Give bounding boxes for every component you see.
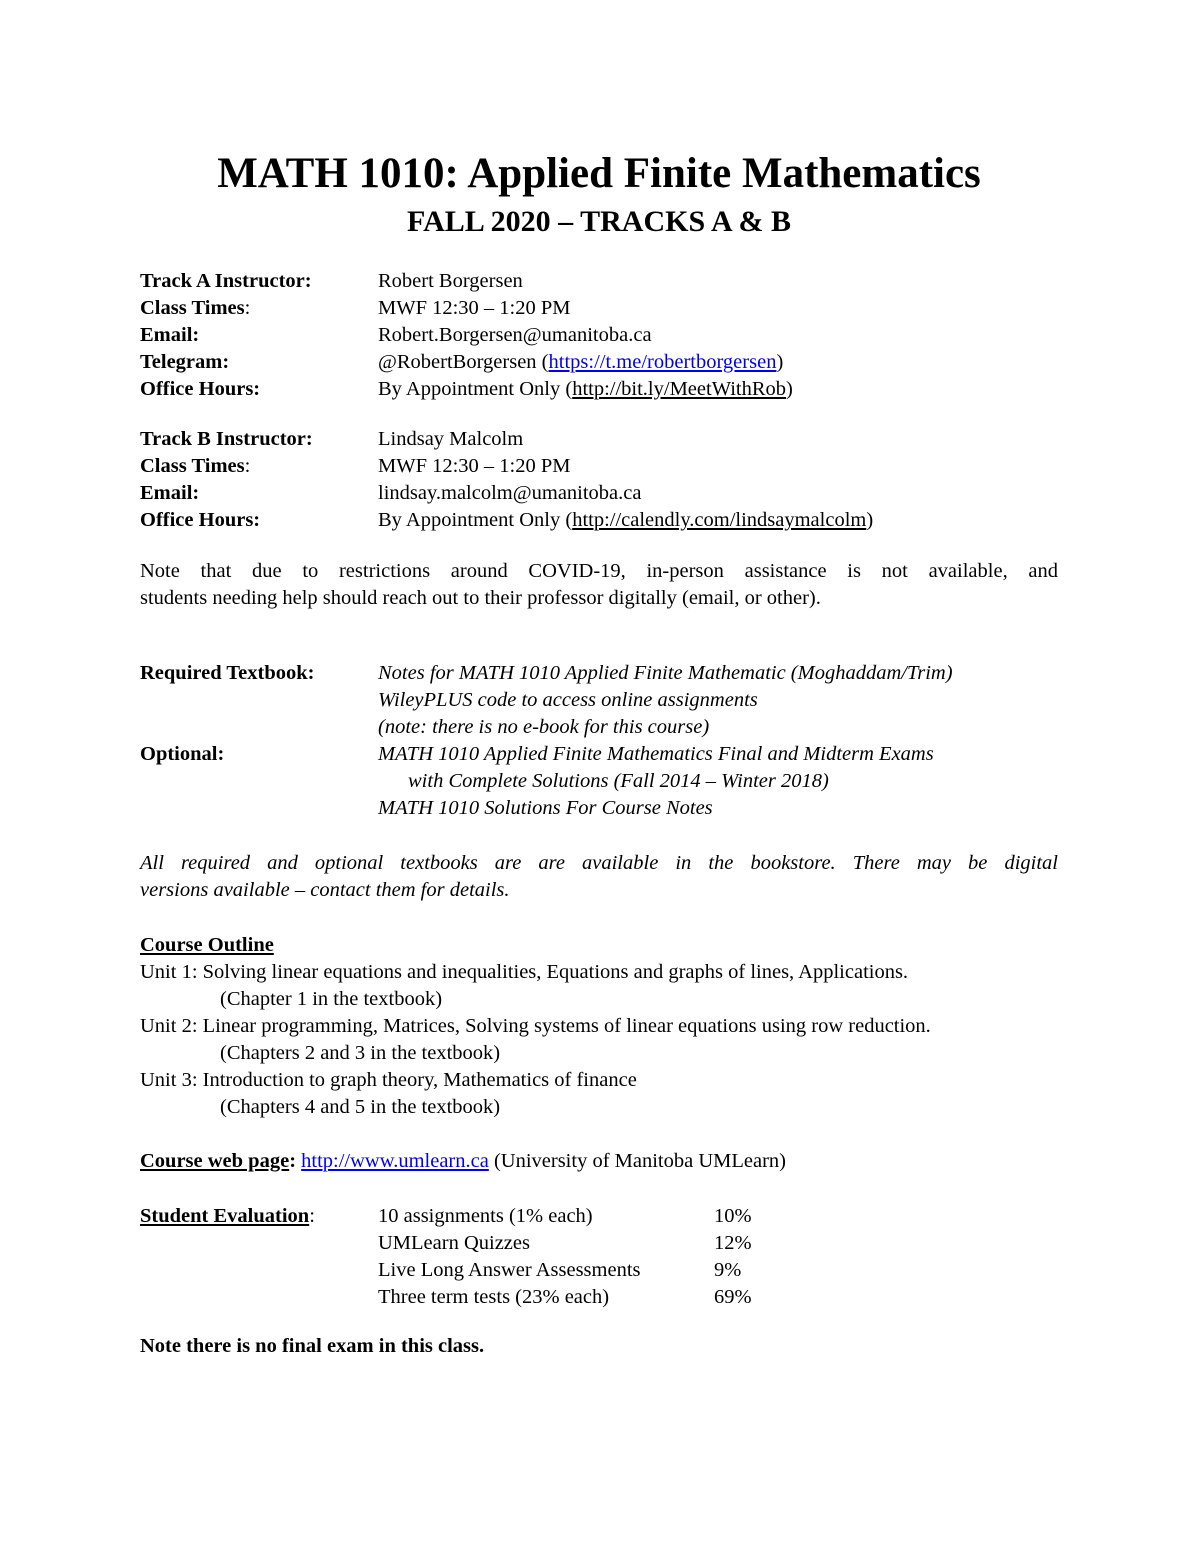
textbooks-section (140, 660, 1058, 822)
unit-2-chapters: (Chapters 2 and 3 in the textbook) (220, 1042, 501, 1064)
bookstore-note-line-1: All required and optional textbooks are are available in the bookstore. There may be digital (140, 852, 1058, 874)
field-label: Track B Instructor: (140, 428, 313, 450)
meet-with-rob-link[interactable]: http://bit.ly/MeetWithRob (572, 378, 787, 400)
track-a-instructor: Robert Borgersen (378, 270, 523, 292)
optional-textbook-2: MATH 1010 Solutions For Course Notes (378, 797, 713, 819)
spacer (140, 1284, 378, 1311)
spacer (140, 1257, 378, 1284)
evaluation-percent: 12% (714, 1232, 752, 1254)
optional-textbook-row (140, 741, 1058, 768)
unit-3-chapters: (Chapters 4 and 5 in the textbook) (220, 1096, 501, 1118)
track-a-class-times: MWF 12:30 – 1:20 PM (378, 297, 571, 319)
track-b-email-row (140, 480, 1058, 507)
student-evaluation-label: Student Evaluation (140, 1205, 310, 1227)
course-web-page-label: Course web page (140, 1150, 290, 1172)
track-b-office-hours: By Appointment Only (http://calendly.com/lindsaymalcolm) (378, 509, 874, 531)
unit-1-title: Unit 1: Solving linear equations and inequalities, Equations and graphs of lines, Applications. (140, 961, 909, 983)
track-a-telegram-row (140, 349, 1058, 376)
evaluation-row (140, 1230, 1058, 1257)
telegram-link[interactable]: https://t.me/robertborgersen (548, 351, 777, 373)
unit-2-title: Unit 2: Linear programming, Matrices, Solving systems of linear equations using row reduction. (140, 1015, 931, 1037)
page-subtitle: FALL 2020 – TRACKS A & B (407, 205, 791, 238)
covid-note-line-1: Note that due to restrictions around COVID-19, in-person assistance is not available, and (140, 560, 1058, 582)
covid-note-line-2: students needing help should reach out to their professor digitally (email, or other). (140, 587, 821, 609)
track-b-class-times-row (140, 453, 1058, 480)
required-textbook-2: WileyPLUS code to access online assignments (378, 689, 758, 711)
course-outline (140, 932, 1058, 1121)
course-outline-heading: Course Outline (140, 934, 274, 956)
spacer (140, 1230, 378, 1257)
final-exam-note-text: Note there is no final exam in this class. (140, 1335, 485, 1357)
evaluation-row (140, 1284, 1058, 1311)
spacer (140, 687, 378, 714)
colon: : (289, 1150, 297, 1172)
required-textbook-row (140, 660, 1058, 687)
course-web-page-desc: (University of Manitoba UMLearn) (488, 1150, 786, 1172)
field-label: Track A Instructor: (140, 270, 312, 292)
required-textbook-1: Notes for MATH 1010 Applied Finite Mathematic (Moghaddam/Trim) (378, 662, 953, 684)
track-a-office-hours: By Appointment Only (http://bit.ly/MeetWithRob) (378, 378, 793, 400)
umlearn-link[interactable]: http://www.umlearn.ca (301, 1150, 489, 1172)
track-b-instructor: Lindsay Malcolm (378, 428, 524, 450)
track-b-office-hours-row (140, 507, 1058, 534)
track-b-info (140, 426, 1058, 534)
track-a-class-times-row (140, 295, 1058, 322)
required-textbook-row (140, 687, 1058, 714)
final-exam-note (140, 1333, 1058, 1360)
track-a-office-hours-row (140, 376, 1058, 403)
track-a-email-row (140, 322, 1058, 349)
spacer (140, 795, 378, 822)
track-a-instructor-row (140, 268, 1058, 295)
field-label: Class Times: (140, 455, 251, 477)
covid-note (140, 558, 1058, 612)
optional-textbook-row (140, 795, 1058, 822)
required-textbook-row (140, 714, 1058, 741)
optional-textbook-1: MATH 1010 Applied Finite Mathematics Final and Midterm Exams (378, 743, 934, 765)
track-a-info (140, 268, 1058, 403)
optional-textbook-label: Optional: (140, 743, 225, 765)
calendly-link[interactable]: http://calendly.com/lindsaymalcolm (572, 509, 867, 531)
spacer (140, 714, 378, 741)
course-web-page-line (140, 1148, 1058, 1175)
track-a-email: Robert.Borgersen@umanitoba.ca (378, 324, 652, 346)
evaluation-row (140, 1257, 1058, 1284)
field-label: Class Times: (140, 297, 251, 319)
evaluation-item: Live Long Answer Assessments (378, 1259, 641, 1281)
required-textbook-label: Required Textbook: (140, 662, 315, 684)
student-evaluation (140, 1203, 1058, 1311)
bookstore-note-line-2: versions available – contact them for details. (140, 879, 510, 901)
field-label: Office Hours: (140, 509, 261, 531)
required-textbook-note: (note: there is no e-book for this course) (378, 716, 710, 738)
evaluation-percent: 69% (714, 1286, 752, 1308)
unit-1-chapters: (Chapter 1 in the textbook) (220, 988, 443, 1010)
bookstore-note (140, 850, 1058, 904)
field-label: Telegram: (140, 351, 230, 373)
page-title: MATH 1010: Applied Finite Mathematics (217, 150, 981, 197)
evaluation-row (140, 1203, 1058, 1230)
field-label: Email: (140, 324, 200, 346)
evaluation-item: 10 assignments (1% each) (378, 1205, 593, 1227)
unit-3-title: Unit 3: Introduction to graph theory, Mathematics of finance (140, 1069, 637, 1091)
track-a-telegram: @RobertBorgersen (https://t.me/robertborgersen) (378, 351, 784, 373)
field-label: Office Hours: (140, 378, 261, 400)
evaluation-item: UMLearn Quizzes (378, 1232, 530, 1254)
track-b-class-times: MWF 12:30 – 1:20 PM (378, 455, 571, 477)
optional-textbook-1-cont: with Complete Solutions (Fall 2014 – Winter 2018) (408, 770, 829, 792)
evaluation-percent: 9% (714, 1259, 742, 1281)
track-b-email: lindsay.malcolm@umanitoba.ca (378, 482, 642, 504)
evaluation-percent: 10% (714, 1205, 752, 1227)
track-b-instructor-row (140, 426, 1058, 453)
course-web-page (140, 1148, 1058, 1175)
spacer (140, 768, 378, 795)
student-evaluation-label-cell: Student Evaluation: (140, 1205, 315, 1227)
evaluation-item: Three term tests (23% each) (378, 1286, 610, 1308)
optional-textbook-row (140, 768, 1058, 795)
field-label: Email: (140, 482, 200, 504)
